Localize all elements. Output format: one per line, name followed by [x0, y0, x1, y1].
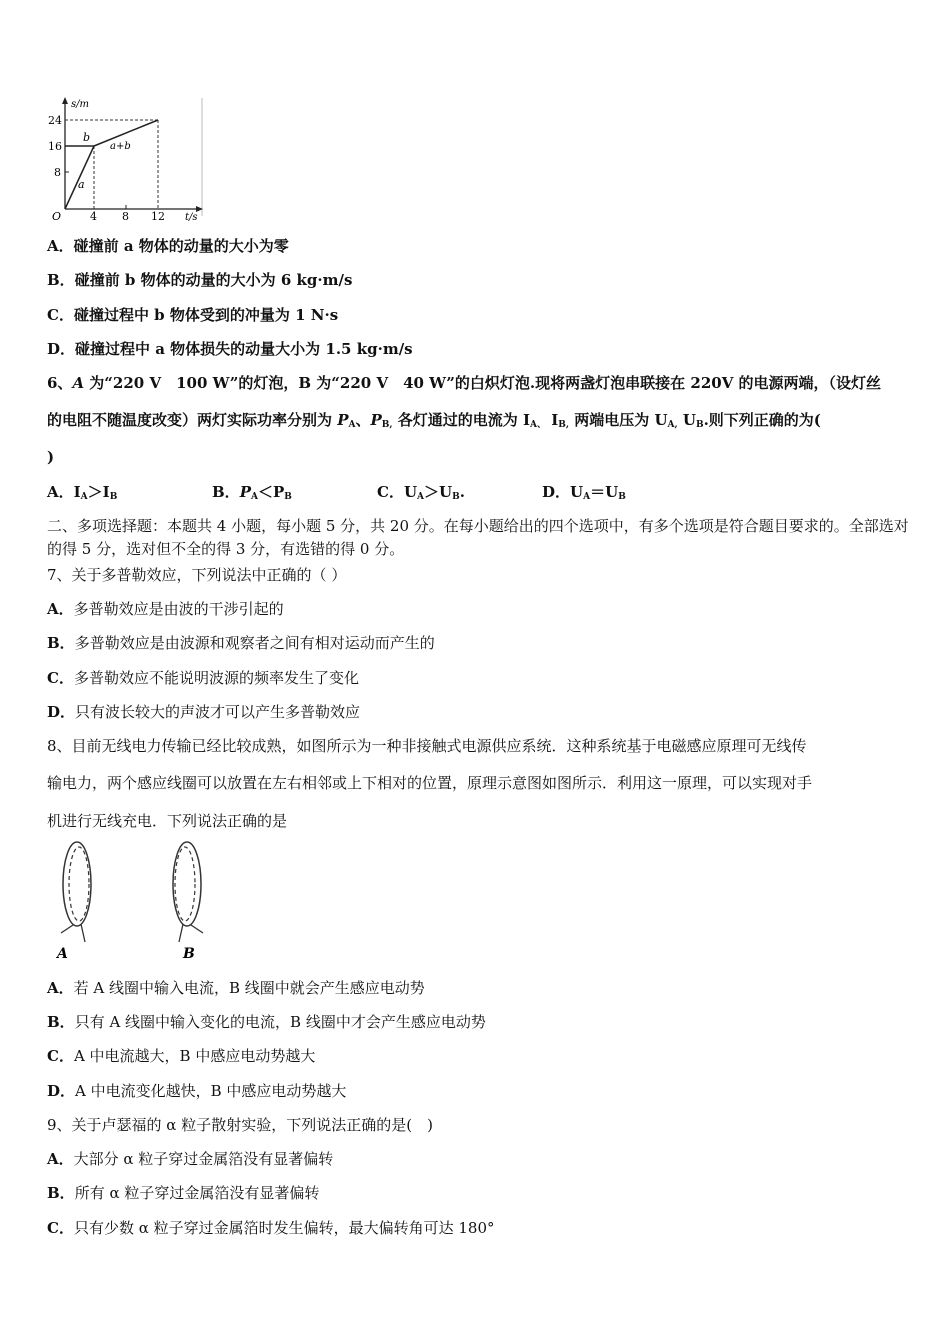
q7-option-d: D．只有波长较大的声波才可以产生多普勒效应 — [47, 703, 361, 721]
q5-option-c: C．碰撞过程中 b 物体受到的冲量为 1 N·s — [47, 306, 339, 324]
q7-option-a: A．多普勒效应是由波的干涉引起的 — [47, 600, 284, 618]
q9-option-b: B．所有 α 粒子穿过金属箔没有显著偏转 — [47, 1184, 320, 1202]
q7-option-c: C．多普勒效应不能说明波源的频率发生了变化 — [47, 669, 359, 687]
tick-4: 4 — [90, 210, 97, 221]
q7-stem: 7、关于多普勒效应，下列说法中正确的（ ） — [47, 566, 347, 584]
s-t-graph — [40, 96, 210, 221]
q9-option-c: C．只有少数 α 粒子穿过金属箔时发生偏转，最大偏转角可达 180° — [47, 1219, 495, 1237]
q7-option-b: B．多普勒效应是由波源和观察者之间有相对运动而产生的 — [47, 634, 435, 652]
label-b: b — [83, 131, 91, 144]
q8-stem-line2: 输电力，两个感应线圈可以放置在左右相邻或上下相对的位置，原理示意图如图所示．利用这一原理，可以实现对手 — [47, 774, 813, 792]
tick-8: 8 — [54, 166, 61, 179]
q6-option-d: D．$U_A=U_B$ — [542, 483, 626, 502]
q6-stem-line1: 6、A 为“220 V 100 W”的灯泡，B 为“220 V 40 W”的白炽灯泡.现将两盏灯泡串联接在 220V 的电源两端，（设灯丝 — [47, 374, 882, 392]
q8-option-b: B．只有 A 线圈中输入变化的电流，B 线圈中才会产生感应电动势 — [47, 1013, 486, 1031]
y-axis-label: s/m — [71, 99, 89, 110]
tick-8x: 8 — [122, 210, 129, 221]
tick-24: 24 — [48, 114, 62, 127]
q8-stem-line3: 机进行无线充电．下列说法正确的是 — [47, 812, 288, 830]
q6-option-b: B．$P_A<P_B$ — [212, 483, 292, 502]
label-ab: a+b — [110, 141, 131, 152]
q9-stem: 9、关于卢瑟福的 α 粒子散射实验，下列说法正确的是( ) — [47, 1116, 433, 1134]
coil-b — [173, 842, 203, 942]
tick-12: 12 — [151, 210, 165, 221]
q6-stem-line3: ) — [47, 448, 55, 466]
coil-a-label: A — [57, 946, 68, 962]
label-a: a — [78, 178, 85, 191]
q8-option-a: A．若 A 线圈中输入电流，B 线圈中就会产生感应电动势 — [47, 979, 425, 997]
q8-option-c: C．A 中电流越大，B 中感应电动势越大 — [47, 1047, 316, 1065]
q5-option-d: D．碰撞过程中 a 物体损失的动量大小为 1.5 kg·m/s — [47, 340, 413, 358]
q5-option-a: A．碰撞前 a 物体的动量的大小为零 — [47, 237, 289, 255]
tick-16: 16 — [48, 140, 62, 153]
section2-heading: 二、多项选择题：本题共 4 小题，每小题 5 分，共 20 分。在每小题给出的四个选项中，有多个选项是符合题目要求的。全部选对的得 5 分，选对但不全的得 3 分，有选错的得 0 分。 — [47, 517, 909, 558]
q8-option-d: D．A 中电流变化越快，B 中感应电动势越大 — [47, 1082, 347, 1100]
q5-option-b: B．碰撞前 b 物体的动量的大小为 6 kg·m/s — [47, 271, 353, 289]
q6-stem-line2: 的电阻不随温度改变）两灯实际功率分别为 $P_A$、$P_{B,}$ 各灯通过的电流为 $I_{A、}$ $I_{B,}$ 两端电压为 $U_{A,}$ $U_B$.则下列正确的为( — [47, 411, 821, 430]
coil-diagram — [45, 838, 225, 966]
q6-option-c: C．$U_A>U_B$. — [377, 483, 465, 502]
q9-option-a: A．大部分 α 粒子穿过金属箔没有显著偏转 — [47, 1150, 334, 1168]
coil-b-label: B — [183, 946, 195, 962]
x-axis-label: t/s — [185, 212, 198, 221]
origin-label: O — [52, 210, 62, 221]
q6-option-a: A．$I_A>I_B$ — [47, 483, 118, 502]
coil-a — [61, 842, 91, 942]
q8-stem-line1: 8、目前无线电力传输已经比较成熟，如图所示为一种非接触式电源供应系统．这种系统基于电磁感应原理可无线传 — [47, 737, 807, 755]
